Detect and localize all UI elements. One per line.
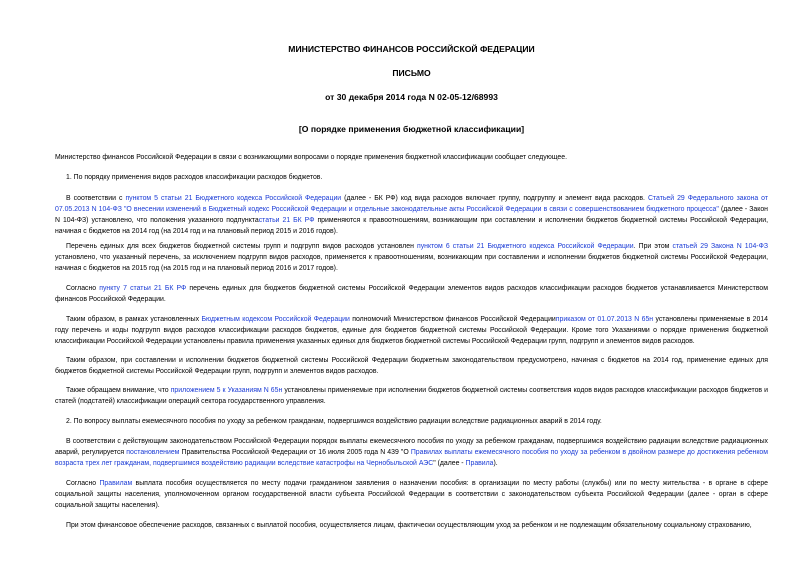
link-bk-art21-p6[interactable]: пунктом 6 статьи 21 Бюджетного кодекса Российской Федерации	[417, 243, 634, 250]
link-resolution[interactable]: постановлением	[126, 449, 180, 456]
doc-type-heading: ПИСЬМО	[392, 68, 431, 78]
link-rules-2[interactable]: Правилам	[99, 480, 133, 487]
link-rules[interactable]: Правила	[465, 460, 494, 467]
link-bk-art21[interactable]: статьи 21 БК РФ	[258, 217, 315, 224]
paragraph-1: Министерство финансов Российской Федерации в связи с возникающими вопросами о порядке применения бюджетной классификации сообщает следующее.	[55, 154, 567, 161]
paragraph-8: Также обращаем внимание, что приложением 5 к Указаниям N 65н установлены применяемые при исполнении бюджетов бюджетной системы соответствия кодов видов расходов классификации расходов бюджетов и статей (подстатей) классификации операций сектора государственного управления.	[55, 387, 768, 405]
paragraph-4: Перечень единых для всех бюджетов бюджетной системы групп и подгрупп видов расходов установлен пунктом 6 статьи 21 Бюджетного кодекса Российской Федерации. При этом статьей 29 Закона N 104-ФЗ установлено, что указанный перечень, за исключением подгрупп видов расходов, применяется к правоотношениям, возникающим при составлении и исполнении бюджетов бюджетной системы Российской Федерации, начиная с бюджетов на 2015 год (на 2015 год и на плановый период 2016 и 2017 годов).	[55, 243, 768, 272]
link-bk-art21-p7[interactable]: пункту 7 статьи 21 БК РФ	[99, 285, 187, 292]
link-budget-code[interactable]: Бюджетным кодексом Российской Федерации	[201, 316, 350, 323]
link-appendix-5[interactable]: приложением 5 к Указаниям N 65н	[170, 387, 283, 394]
paragraph-12: При этом финансовое обеспечение расходов, связанных с выплатой пособия, осуществляется лицам, фактически осуществляющим уход за ребенком и не подлежащим обязательному социальному страхованию,	[66, 522, 752, 529]
link-rules-title[interactable]: Правилах выплаты ежемесячного пособия по уходу за ребенком в двойном размере до достижения ребенком возраста трех лет гражданам, подвергшимся воздействию радиации вследствие катастрофы на Чернобыльской АЭС	[55, 449, 769, 467]
paragraph-7: Таким образом, при составлении и исполнении бюджетов бюджетной системы Российской Федерации бюджетным законодательством предусмотрено, начиная с бюджетов на 2014 год, применение единых для бюджетов бюджетной системы Российской Федерации групп, подгрупп и элементов видов расходов.	[55, 357, 768, 375]
date-number-heading: от 30 декабря 2014 года N 02-05-12/68993	[325, 92, 498, 102]
link-104fz-art29[interactable]: Статьей 29 Федерального закона от 07.05.2013 N 104-ФЗ "О внесении изменений в Бюджетный кодекс Российской Федерации и отдельные законодательные акты Российской Федерации в связи с совершенствованием бюджетного процесса"	[55, 195, 769, 213]
ministry-heading: МИНИСТЕРСТВО ФИНАНСОВ РОССИЙСКОЙ ФЕДЕРАЦИИ	[288, 44, 535, 54]
paragraph-5: Согласно пункту 7 статьи 21 БК РФ перечень единых для бюджетов бюджетной системы Российской Федерации элементов видов расходов классификации расходов бюджетов устанавливается Министерством финансов Российской Федерации.	[55, 285, 768, 303]
paragraph-2: 1. По порядку применения видов расходов классификации расходов бюджетов.	[66, 174, 323, 181]
link-104fz-art29-short[interactable]: статьей 29 Закона N 104-ФЗ	[672, 243, 768, 250]
paragraph-6: Таким образом, в рамках установленных Бюджетным кодексом Российской Федерации полномочий Министерством финансов Российской Федерацииприказом от 01.07.2013 N 65н установлены применяемые в 2014 году перечень и коды подгрупп видов расходов классификации расходов бюджетов, единые для бюджетов бюджетной системы Российской Федерации. Кроме того Указаниями о порядке применения бюджетной классификации Российской Федерации установлены правила применения указанных единых для бюджетов бюджетной системы Российской Федерации групп, подгрупп и элементов видов расходов.	[55, 316, 768, 345]
link-order-65n[interactable]: приказом от 01.07.2013 N 65н	[555, 316, 654, 323]
paragraph-10: В соответствии с действующим законодательством Российской Федерации порядок выплаты ежемесячного пособия по уходу за ребенком гражданам, подвергшимся воздействию радиации вследствие радиационных аварий, регулируется постановлением Правительства Российской Федерации от 16 июля 2005 года N 439 "О Правилах выплаты ежемесячного пособия по уходу за ребенком в двойном размере до достижения ребенком возраста трех лет гражданам, подвергшимся воздействию радиации вследствие катастрофы на Чернобыльской АЭС" (далее - Правила).	[55, 438, 769, 467]
paragraph-3: В соответствии с пунктом 5 статьи 21 Бюджетного кодекса Российской Федерации (далее - БК РФ) код вида расходов включает группу, подгруппу и элемент вида расходов. Статьей 29 Федерального закона от 07.05.2013 N 104-ФЗ "О внесении изменений в Бюджетный кодекс Российской Федерации и отдельные законодательные акты Российской Федерации в связи с совершенствованием бюджетного процесса" (далее - Закон N 104-ФЗ) установлено, что положения указанного подпунктастатьи 21 БК РФ применяются к правоотношениям, возникающим при составлении и исполнении бюджетов бюджетной системы Российской Федерации, начиная с бюджетов на 2014 год (на 2014 год и на плановый период 2015 и 2016 годов).	[55, 195, 769, 235]
paragraph-9: 2. По вопросу выплаты ежемесячного пособия по уходу за ребенком гражданам, подвергшимся воздействию радиации вследствие радиационных аварий в 2014 году.	[66, 418, 602, 425]
subject-heading: [О порядке применения бюджетной классификации]	[298, 124, 525, 134]
paragraph-11: Согласно Правилам выплата пособия осуществляется по месту подачи гражданином заявления о назначении пособия: в организации по месту работы (службы) или по месту жительства - в органе в сфере социальной защиты населения, уполномоченном органом государственной власти субъекта Российской Федерации в соответствии с законодательством субъекта Российской Федерации (далее - орган в сфере социальной защиты населения).	[55, 480, 768, 509]
link-bk-art21-p5[interactable]: пунктом 5 статьи 21 Бюджетного кодекса Российской Федерации	[125, 195, 342, 202]
